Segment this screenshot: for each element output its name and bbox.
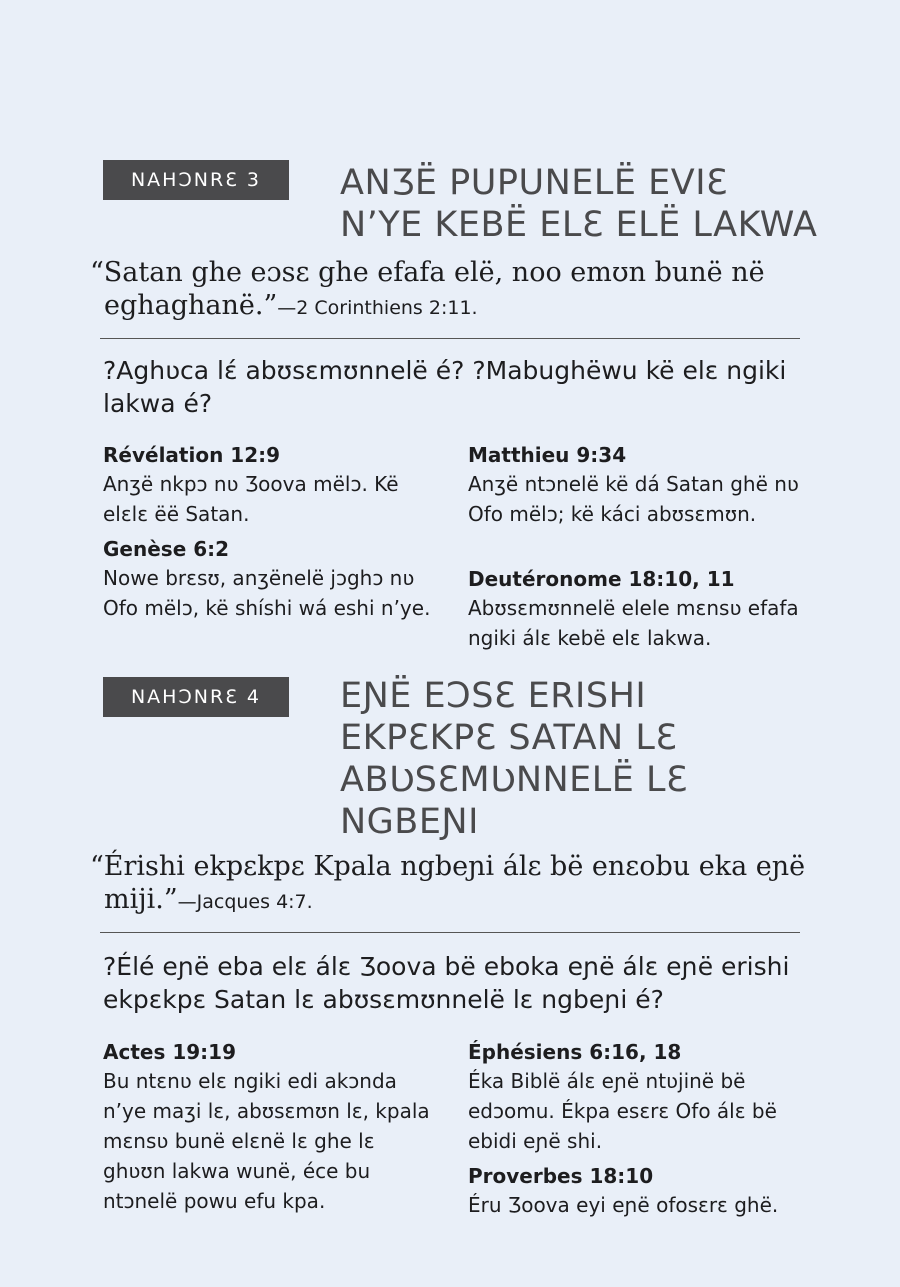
section-3-quote-reference: —2 Corinthiens 2:11.: [277, 297, 478, 319]
verse-text: Anʒë ntɔnelë kë dá Satan ghë nʋ Ofo mëlɔ; kë káci abʊsɛmʊn.: [468, 472, 799, 526]
verse-reference: Proverbes 18:10: [468, 1164, 654, 1188]
verse-block: [103, 535, 443, 623]
verse-reference: Actes 19:19: [103, 1040, 236, 1064]
divider: [100, 932, 800, 933]
verse-block: [103, 441, 443, 529]
verse-text: Éka Biblë álɛ eɲë ntʋjinë bë edɔomu. Ékpa esɛrɛ Ofo álɛ bë ebidi eɲë shi.: [468, 1069, 777, 1153]
section-3-badge-label: NAHƆNRƐ 3: [130, 169, 262, 191]
section-4-quote-reference: —Jacques 4:7.: [177, 891, 313, 913]
verse-block: [103, 1038, 443, 1216]
verse-text: Bu ntɛnʋ elɛ ngiki edi akɔnda n’ye maʒi lɛ, abʊsɛmʊn lɛ, kpala mɛnsʋ bunë elɛnë lɛ ghe lɛ ghʋʊn lakwa wunë, éce bu ntɔnelë powu efu kpa.: [103, 1069, 430, 1213]
verse-reference: Révélation 12:9: [103, 443, 281, 467]
verse-reference: Genèse 6:2: [103, 537, 230, 561]
verse-reference: Deutéronome 18:10, 11: [468, 567, 735, 591]
verse-reference: Éphésiens 6:16, 18: [468, 1040, 682, 1064]
section-3-title: ANƷË PUPUNELË EVIƐ N’YE KEBË ELƐ ELË LAKWA: [340, 163, 818, 245]
verse-text: Éru Ʒoova eyi eɲë ofosɛrɛ ghë.: [468, 1193, 779, 1217]
section-4-quote: [90, 850, 824, 919]
verse-block: [468, 441, 808, 529]
verse-block: [468, 1162, 808, 1220]
verse-text: Nowe brɛsʊ, anʒënelë jɔghɔ nʋ Ofo mëlɔ, kë shíshi wá eshi n’ye.: [103, 566, 431, 620]
divider: [100, 338, 800, 339]
section-4-question: ?Élé eɲë eba elɛ álɛ Ʒoova bë eboka eɲë álɛ eɲë erishi ekpɛkpɛ Satan lɛ abʊsɛmʊnnelë lɛ ngbeɲi é?: [103, 952, 790, 1014]
section-3-badge: [103, 160, 289, 200]
verse-block: [468, 1038, 808, 1156]
section-4-badge-label: NAHƆNRƐ 4: [130, 686, 262, 708]
verse-text: Anʒë nkpɔ nʋ Ʒoova mëlɔ. Kë elɛlɛ ëë Satan.: [103, 472, 399, 526]
section-3-quote: [90, 256, 824, 325]
section-4-quote-text: “Érishi ekpɛkpɛ Kpala ngbeɲi álɛ bë enɛobu eka eɲë miji.”: [90, 851, 806, 915]
verse-text: Abʊsɛmʊnnelë elele mɛnsʋ efafa ngiki álɛ kebë elɛ lakwa.: [468, 596, 799, 650]
section-3-quote-text: “Satan ghe eɔsɛ ghe efafa elë, noo emʊn bunë në eghaghanë.”: [90, 257, 765, 321]
verse-reference: Matthieu 9:34: [468, 443, 627, 467]
section-3-question: ?Aghʋca lɛ́ abʊsɛmʊnnelë é? ?Mabughëwu kë elɛ ngiki lakwa é?: [103, 356, 787, 418]
verse-block: [468, 565, 808, 653]
section-4-title: EƝË EƆSƐ ERISHI EKPƐKPƐ SATAN LƐ ABƲSƐMƲNNELË LƐ NGBEƝI: [340, 676, 689, 842]
section-4-badge: [103, 677, 289, 717]
